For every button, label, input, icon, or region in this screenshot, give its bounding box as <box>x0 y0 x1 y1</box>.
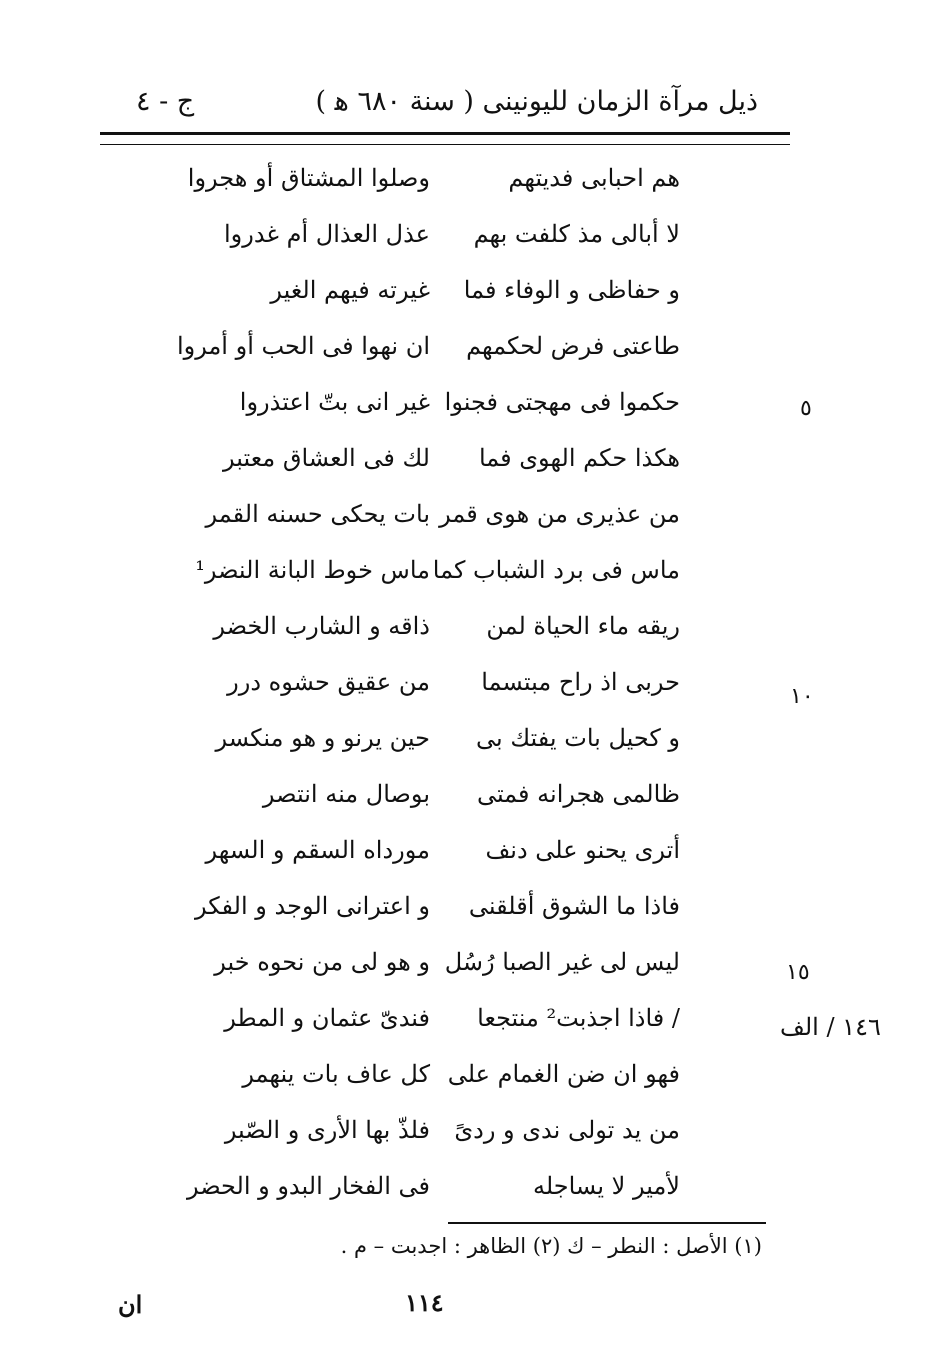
verse-first-hemistich: من يد تولى ندى و ردىً <box>454 1116 680 1144</box>
verse-first-hemistich: فهو ان ضن الغمام على <box>447 1060 680 1088</box>
verse-second-hemistich: غير انى بتّ اعتذروا <box>239 388 430 416</box>
volume-label: ج - ٤ <box>136 86 195 117</box>
verse-second-hemistich: من عقيق حشوه درر <box>227 668 430 696</box>
verse-second-hemistich: ان نهوا فى الحب أو أمروا <box>176 332 430 360</box>
verse-first-hemistich: من عذيرى من هوى قمر <box>439 500 680 528</box>
footnote-rule <box>448 1222 766 1224</box>
verse-first-hemistich: لأمير لا يساجله <box>532 1172 680 1200</box>
running-title: ذيل مرآة الزمان لليونينى ( سنة ٦٨٠ ﻫ ) <box>315 86 758 117</box>
verse-line <box>176 326 690 382</box>
catchword: ان <box>118 1290 143 1319</box>
verse-line <box>190 1110 690 1166</box>
verse-first-hemistich: لا أبالى مذ كلفت بهم <box>473 220 680 248</box>
verse-second-hemistich: فلذّ بها الأرى و الصّبر <box>224 1116 430 1144</box>
verse-line <box>190 886 690 942</box>
verse-first-hemistich: هم احبابى فديتهم <box>508 164 680 192</box>
page-number: ١١٤ <box>405 1288 444 1317</box>
verse-line <box>190 998 690 1054</box>
verse-second-hemistich: ذاقه و الشارب الخضر <box>213 612 430 640</box>
verse-first-hemistich: هكذا حكم الهوى فما <box>478 444 680 472</box>
verse-line <box>190 774 690 830</box>
verse-line <box>190 606 690 662</box>
verse-line <box>190 830 690 886</box>
verse-first-hemistich: / فاذا اجذبت² منتجعا <box>477 1004 680 1032</box>
verse-second-hemistich: بوصال منه انتصر <box>262 780 430 808</box>
verse-first-hemistich: و حفاظى و الوفاء فما <box>463 276 680 304</box>
verse-second-hemistich: عذل العذال أم غدروا <box>223 220 430 248</box>
verse-line <box>190 662 690 718</box>
verse-second-hemistich: و اعترانى الوجد و الفكر <box>195 892 430 920</box>
verse-line <box>190 214 690 270</box>
margin-line-number: ١٥ <box>786 960 810 985</box>
verse-second-hemistich: وصلوا المشتاق أو هجروا <box>187 164 430 192</box>
verse-line <box>190 550 690 606</box>
margin-line-number: ١٠ <box>790 684 814 709</box>
verse-line <box>186 1166 690 1222</box>
verse-first-hemistich: فاذا ما الشوق أقلقنى <box>468 892 680 920</box>
verse-second-hemistich: بات يحكى حسنه القمر <box>205 500 430 528</box>
verse-first-hemistich: طاعتى فرض لحكمهم <box>466 332 680 360</box>
verse-second-hemistich: و هو لى من نحوه خبر <box>214 948 430 976</box>
verse-line <box>190 382 690 438</box>
verse-second-hemistich: غيرته فيهم الغير <box>270 276 430 304</box>
verse-first-hemistich: ريقه ماء الحياة لمن <box>486 612 680 640</box>
verse-first-hemistich: حربى اذ راح مبتسما <box>481 668 680 696</box>
verse-line <box>190 718 690 774</box>
margin-line-number: ٥ <box>800 396 812 421</box>
verse-second-hemistich: مورداه السقم و السهر <box>205 836 430 864</box>
verse-line <box>187 158 690 214</box>
verse-second-hemistich: كل عاف بات ينهمر <box>242 1060 430 1088</box>
verse-first-hemistich: حكموا فى مهجتى فجنوا <box>444 388 680 416</box>
verse-line <box>190 438 690 494</box>
verse-second-hemistich: فى الفخار البدو و الحضر <box>186 1172 430 1200</box>
verse-first-hemistich: ليس لى غير الصبا رُسُل <box>444 948 680 976</box>
verse-first-hemistich: و كحيل بات يفتك بى <box>476 724 680 752</box>
verse-first-hemistich: ماس فى برد الشباب كما <box>432 556 680 584</box>
footnote: (١) الأصل : النطر – ك (٢) الظاهر : اجدبت – م . <box>340 1234 762 1258</box>
header-rule <box>100 132 790 135</box>
verse-line <box>190 1054 690 1110</box>
verse-second-hemistich: لك فى العشاق معتبر <box>223 444 430 472</box>
manuscript-folio-marker: ١٤٦ / الف <box>780 1013 881 1041</box>
header-rule-thin <box>100 144 790 145</box>
verse-line <box>190 494 690 550</box>
verse-second-hemistich: حين يرنو و هو منكسر <box>215 724 430 752</box>
verse-line <box>190 942 690 998</box>
verse-second-hemistich: ماس خوط البانة النضر¹ <box>195 556 430 584</box>
verse-first-hemistich: ظالمى هجرانه فمتى <box>476 780 680 808</box>
verse-second-hemistich: فندىّ عثمان و المطر <box>224 1004 430 1032</box>
verse-first-hemistich: أترى يحنو على دنف <box>485 836 680 864</box>
verse-line <box>190 270 690 326</box>
